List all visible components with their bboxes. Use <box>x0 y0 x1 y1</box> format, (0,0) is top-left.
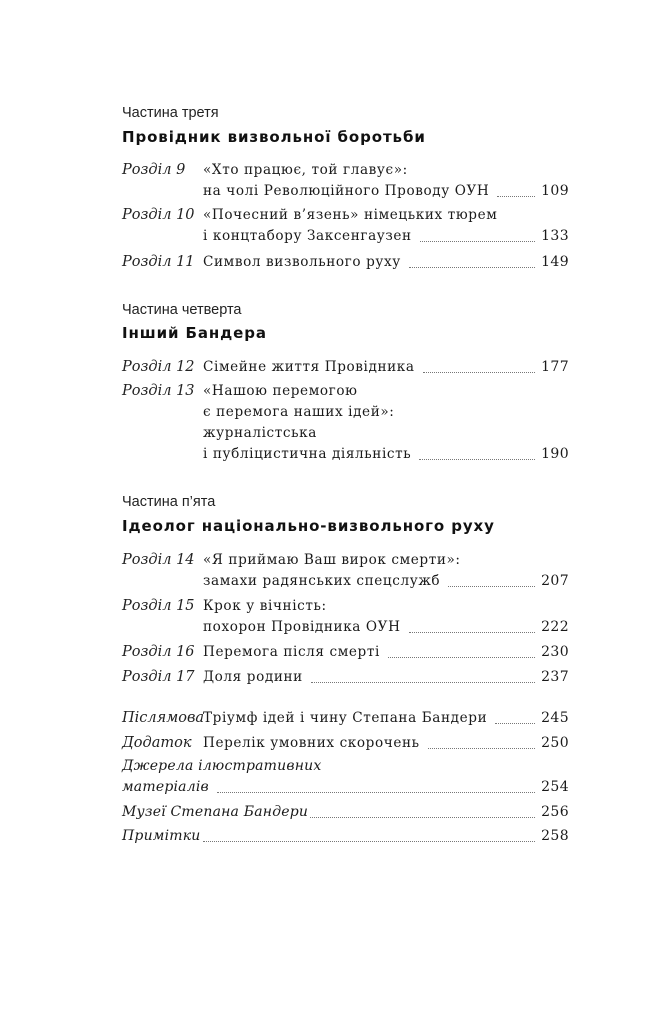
chapter-label: Розділ 10 <box>122 207 195 223</box>
afterword-label: Післямова <box>122 710 205 726</box>
toc-line: Крок у вічність: <box>203 598 327 614</box>
chapter-label: Розділ 16 <box>122 644 195 660</box>
toc-entry-11[interactable]: Символ визвольного руху 149 <box>203 254 569 270</box>
leader-dots <box>388 657 535 658</box>
part-label: Частина четверта <box>122 302 242 318</box>
leader-dots <box>497 196 535 197</box>
page-number: 237 <box>541 669 569 685</box>
page-number: 258 <box>541 828 569 844</box>
page-number: 256 <box>541 804 569 820</box>
toc-line: «Хто працює, той главує»: <box>203 162 408 178</box>
part-title: Інший Бандера <box>122 324 267 342</box>
chapter-label: Розділ 12 <box>122 359 195 375</box>
toc-entry-14[interactable]: замахи радянських спецслужб 207 <box>203 573 569 589</box>
toc-entry-12[interactable]: Сімейне життя Провідника 177 <box>203 359 569 375</box>
leader-dots <box>419 459 535 460</box>
toc-line: журналістська <box>203 425 317 441</box>
page-number: 177 <box>541 359 569 375</box>
toc-line: «Я приймаю Ваш вирок смерти»: <box>203 552 461 568</box>
chapter-label: Розділ 13 <box>122 383 195 399</box>
page-number: 133 <box>541 228 569 244</box>
leader-dots <box>217 792 535 793</box>
page-number: 109 <box>541 183 569 199</box>
page-number: 149 <box>541 254 569 270</box>
toc-entry-17[interactable]: Доля родини 237 <box>203 669 569 685</box>
toc-entry-illustrations[interactable]: матеріалів 254 <box>122 779 569 795</box>
page-number: 207 <box>541 573 569 589</box>
page-number: 245 <box>541 710 569 726</box>
leader-dots <box>203 841 536 842</box>
chapter-label: Розділ 15 <box>122 598 195 614</box>
chapter-label: Розділ 11 <box>122 254 195 270</box>
leader-dots <box>428 748 535 749</box>
part-title: Провідник визвольної боротьби <box>122 128 426 146</box>
toc-entry-notes[interactable]: Примітки 258 <box>122 828 569 844</box>
part-label: Частина третя <box>122 105 219 121</box>
leader-dots <box>311 682 535 683</box>
toc-line: Джерела ілюстративних <box>122 758 322 774</box>
toc-entry-museums[interactable]: Музеї Степана Бандери 256 <box>122 804 569 820</box>
toc-entry-15[interactable]: похорон Провідника ОУН 222 <box>203 619 569 635</box>
leader-dots <box>310 817 535 818</box>
part-label: Частина п’ята <box>122 494 216 510</box>
toc-entry-13[interactable]: і публіцистична діяльність 190 <box>203 446 569 462</box>
appendix-label: Додаток <box>122 735 192 751</box>
chapter-label: Розділ 9 <box>122 162 186 178</box>
toc-entry-appendix[interactable]: Перелік умовних скорочень 250 <box>203 735 569 751</box>
toc-line: «Почесний в’язень» німецьких тюрем <box>203 207 498 223</box>
toc-entry-afterword[interactable]: Тріумф ідей і чину Степана Бандери 245 <box>203 710 569 726</box>
leader-dots <box>409 267 535 268</box>
page-number: 230 <box>541 644 569 660</box>
leader-dots <box>423 372 535 373</box>
page-number: 190 <box>541 446 569 462</box>
toc-entry-16[interactable]: Перемога після смерті 230 <box>203 644 569 660</box>
page-number: 254 <box>541 779 569 795</box>
chapter-label: Розділ 14 <box>122 552 195 568</box>
leader-dots <box>448 586 535 587</box>
leader-dots <box>495 723 535 724</box>
toc-entry-9[interactable]: на чолі Революційного Проводу ОУН 109 <box>203 183 569 199</box>
part-title: Ідеолог національно-визвольного руху <box>122 517 495 535</box>
leader-dots <box>420 241 535 242</box>
page-number: 250 <box>541 735 569 751</box>
toc-line: «Нашою перемогою <box>203 383 358 399</box>
toc-line: є перемога наших ідей»: <box>203 404 395 420</box>
page-number: 222 <box>541 619 569 635</box>
chapter-label: Розділ 17 <box>122 669 195 685</box>
toc-entry-10[interactable]: і концтабору Заксенгаузен 133 <box>203 228 569 244</box>
leader-dots <box>409 632 536 633</box>
